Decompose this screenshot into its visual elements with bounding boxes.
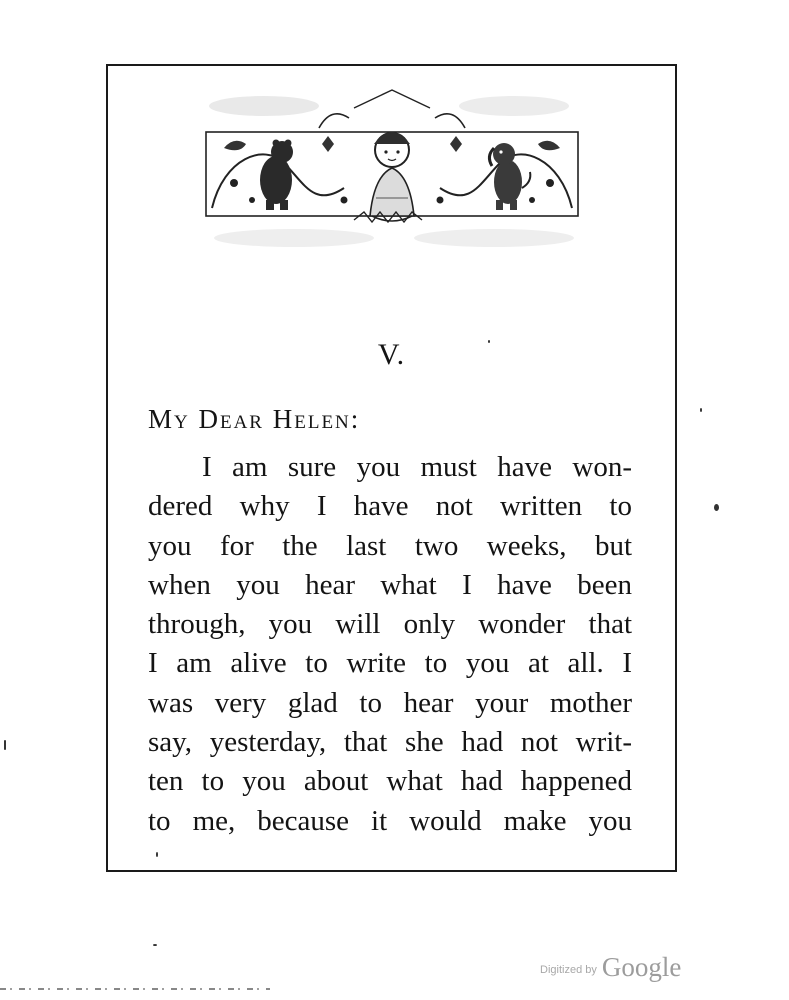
- body-line: was very glad to hear your mother: [148, 686, 632, 719]
- bear-icon: [260, 140, 293, 211]
- scan-edge-line: [0, 988, 270, 990]
- scan-speck: [714, 504, 719, 511]
- body-line: I am alive to write to you at all. I: [148, 647, 632, 680]
- scan-speck: [153, 944, 157, 946]
- scan-speck: [488, 340, 490, 343]
- letter-body: [148, 448, 632, 841]
- body-line: ten to you about what had happened: [148, 765, 632, 798]
- dog-icon: [489, 143, 530, 210]
- body-line: dered why I have not written to: [148, 490, 632, 523]
- body-line: when you hear what I have been: [148, 568, 632, 601]
- scan-speck: [4, 740, 6, 750]
- body-line: say, yesterday, that she had not writ-: [148, 726, 632, 759]
- headpiece-ornament-icon: [204, 88, 580, 248]
- body-line: you for the last two weeks, but: [148, 529, 632, 562]
- letter-salutation: My Dear Helen:: [148, 404, 361, 434]
- digitized-watermark: [540, 952, 681, 983]
- page-frame: [106, 64, 677, 872]
- body-line: to me, because it would make you: [148, 804, 632, 837]
- body-line: through, you will only wonder that: [148, 608, 632, 641]
- girl-figure-icon: [354, 132, 422, 222]
- digitized-label: Digitized by: [540, 964, 597, 976]
- scan-speck: [156, 852, 158, 857]
- google-logo: Google: [601, 952, 682, 982]
- scan-speck: [700, 408, 702, 412]
- body-line: I am sure you must have won-: [202, 451, 632, 483]
- chapter-number: V.: [377, 338, 406, 371]
